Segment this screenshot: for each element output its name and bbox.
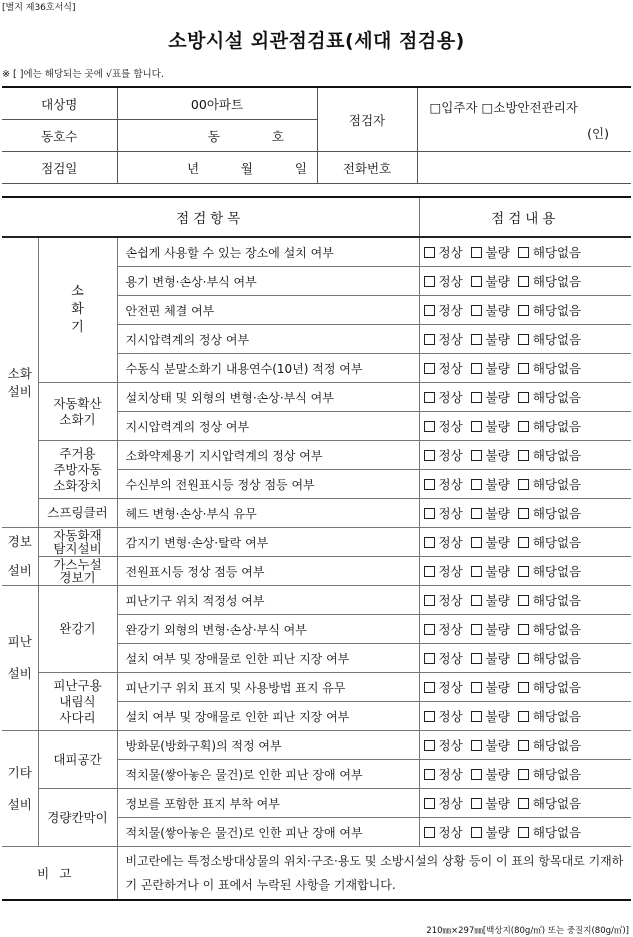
result-option[interactable] [424, 738, 463, 753]
result-option[interactable] [471, 390, 510, 405]
result-cell[interactable] [419, 354, 631, 383]
result-option[interactable] [471, 274, 510, 289]
check-item: 전원표시등 정상 점등 여부 [117, 557, 419, 586]
result-option-label: 해당없음 [532, 332, 582, 347]
checkbox-icon[interactable] [518, 363, 529, 374]
result-option[interactable] [518, 419, 581, 434]
result-option[interactable] [518, 651, 581, 666]
checkbox-icon[interactable] [471, 537, 482, 548]
result-cell[interactable] [419, 644, 631, 673]
checkbox-icon[interactable] [471, 334, 482, 345]
checkbox-icon[interactable] [424, 537, 435, 548]
result-option[interactable] [424, 245, 463, 260]
result-option[interactable] [424, 390, 463, 405]
check-item: 용기 변형·손상·부식 여부 [117, 267, 419, 296]
category-etc-line2: 설비 [7, 796, 32, 812]
result-option[interactable] [471, 622, 510, 637]
checkbox-icon[interactable] [518, 247, 529, 258]
result-option-label: 정상 [438, 680, 463, 695]
result-option[interactable] [518, 274, 581, 289]
result-option-label: 해당없음 [532, 767, 582, 782]
result-option[interactable] [471, 709, 510, 724]
result-option[interactable] [424, 709, 463, 724]
result-option[interactable] [471, 245, 510, 260]
result-option[interactable] [518, 332, 581, 347]
result-cell[interactable] [419, 267, 631, 296]
result-option[interactable] [471, 303, 510, 318]
result-cell[interactable] [419, 673, 631, 702]
result-option[interactable] [518, 390, 581, 405]
result-option[interactable] [518, 564, 581, 579]
result-option-label: 정상 [438, 332, 463, 347]
result-cell[interactable] [419, 528, 631, 557]
result-option[interactable] [471, 825, 510, 840]
checkbox-icon[interactable] [471, 247, 482, 258]
date-label: 점검일 [2, 152, 117, 184]
result-option[interactable] [424, 651, 463, 666]
phone-value[interactable] [417, 152, 631, 184]
result-option[interactable] [471, 564, 510, 579]
checklist-table [2, 196, 631, 901]
result-option[interactable] [471, 506, 510, 521]
result-cell[interactable] [419, 731, 631, 760]
check-item: 방화문(방화구획)의 적정 여부 [117, 731, 419, 760]
checkbox-icon[interactable] [471, 421, 482, 432]
check-item: 수신부의 전원표시등 정상 점등 여부 [117, 470, 419, 499]
result-option[interactable] [471, 361, 510, 376]
dong-label: 동 [207, 128, 220, 144]
name-label: 대상명 [2, 87, 117, 120]
result-cell[interactable] [419, 702, 631, 731]
inspector-roles[interactable] [417, 87, 631, 152]
check-item: 피난기구 위치 적정성 여부 [117, 586, 419, 615]
result-cell[interactable] [419, 470, 631, 499]
result-option-label: 정상 [438, 506, 463, 521]
check-item: 정보를 포함한 표지 부착 여부 [117, 789, 419, 818]
result-option-label: 해당없음 [532, 622, 582, 637]
checkbox-icon[interactable] [518, 421, 529, 432]
result-cell[interactable] [419, 789, 631, 818]
category-evacuation [2, 586, 38, 731]
checkbox-icon[interactable] [424, 827, 435, 838]
result-cell[interactable] [419, 586, 631, 615]
result-option[interactable] [518, 448, 581, 463]
result-cell[interactable] [419, 412, 631, 441]
result-option-label: 해당없음 [532, 477, 582, 492]
checkbox-icon[interactable] [471, 392, 482, 403]
result-option-label: 정상 [438, 448, 463, 463]
result-option-label: 해당없음 [532, 390, 582, 405]
result-option-label: 정상 [438, 419, 463, 434]
result-cell[interactable] [419, 557, 631, 586]
day-label: 일 [294, 160, 307, 176]
result-option-label: 불량 [485, 448, 510, 463]
checkbox-icon[interactable] [424, 450, 435, 461]
checkbox-icon[interactable] [424, 479, 435, 490]
result-cell[interactable] [419, 325, 631, 354]
result-option[interactable] [424, 303, 463, 318]
check-item: 설치 여부 및 장애물로 인한 피난 지장 여부 [117, 702, 419, 731]
inspector-role-options[interactable]: □입주자 □소방안전관리자 [429, 99, 578, 115]
result-option-label: 불량 [485, 825, 510, 840]
result-option[interactable] [518, 361, 581, 376]
result-option-label: 정상 [438, 477, 463, 492]
result-option[interactable] [424, 796, 463, 811]
check-item: 헤드 변형·손상·부식 유무 [117, 499, 419, 528]
checkbox-icon[interactable] [518, 595, 529, 606]
result-option-label: 정상 [438, 390, 463, 405]
result-option-label: 해당없음 [532, 303, 582, 318]
result-option-label: 해당없음 [532, 680, 582, 695]
checkbox-icon[interactable] [518, 769, 529, 780]
checkbox-icon[interactable] [424, 769, 435, 780]
checkbox-icon[interactable] [471, 769, 482, 780]
result-cell[interactable] [419, 296, 631, 325]
result-option-label: 정상 [438, 361, 463, 376]
sub-sprinkler: 스프링클러 [38, 499, 117, 528]
checkbox-icon[interactable] [518, 682, 529, 693]
checkbox-icon[interactable] [518, 827, 529, 838]
checkbox-icon[interactable] [471, 479, 482, 490]
result-option[interactable] [424, 593, 463, 608]
instruction-note: ※ [ ]에는 해당되는 곳에 √표를 합니다. [2, 69, 164, 80]
sub-auto-extinguisher: 자동확산 소화기 [38, 383, 117, 441]
result-option[interactable] [471, 419, 510, 434]
result-cell[interactable] [419, 237, 631, 267]
result-option[interactable] [424, 825, 463, 840]
remarks-label: 비고 [2, 847, 117, 901]
result-option-label: 정상 [438, 738, 463, 753]
unit-value[interactable] [117, 120, 317, 152]
paper-spec: 210㎜×297㎜[백상지(80g/㎡) 또는 중질지(80g/㎡)] [426, 926, 629, 936]
result-option[interactable] [424, 274, 463, 289]
result-option-label: 불량 [485, 564, 510, 579]
result-option[interactable] [518, 593, 581, 608]
sub-gas-leak-alarm: 가스누설 경보기 [38, 557, 117, 586]
result-option-label: 불량 [485, 274, 510, 289]
result-option[interactable] [424, 448, 463, 463]
check-item: 감지기 변형·손상·탈락 여부 [117, 528, 419, 557]
checkbox-icon[interactable] [518, 537, 529, 548]
result-option-label: 해당없음 [532, 419, 582, 434]
form-number: [별지 제36호서식] [2, 3, 76, 13]
phone-label: 전화번호 [317, 152, 417, 184]
check-item: 수동식 분말소화기 내용연수(10년) 적정 여부 [117, 354, 419, 383]
result-option[interactable] [471, 477, 510, 492]
category-evac-line1: 피난 [7, 634, 32, 649]
checkbox-icon[interactable] [518, 653, 529, 664]
sub-light-partition: 경량칸막이 [38, 789, 117, 847]
result-option[interactable] [518, 535, 581, 550]
result-option[interactable] [424, 506, 463, 521]
result-option-label: 불량 [485, 593, 510, 608]
result-option-label: 정상 [438, 535, 463, 550]
checkbox-icon[interactable] [424, 595, 435, 606]
checkbox-icon[interactable] [471, 798, 482, 809]
checkbox-icon[interactable] [518, 624, 529, 635]
checkbox-icon[interactable] [424, 711, 435, 722]
result-option[interactable] [518, 796, 581, 811]
checkbox-icon[interactable] [471, 508, 482, 519]
result-option-label: 해당없음 [532, 274, 582, 289]
result-option[interactable] [518, 506, 581, 521]
sub-fire-detection: 자동화재 탐지설비 [38, 528, 117, 557]
result-option[interactable] [518, 767, 581, 782]
inspector-label: 점검자 [317, 87, 417, 152]
result-option-label: 불량 [485, 767, 510, 782]
check-item: 완강기 외형의 변형·손상·부식 여부 [117, 615, 419, 644]
result-option-label: 정상 [438, 564, 463, 579]
unit-label: 동호수 [2, 120, 117, 152]
result-option-label: 해당없음 [532, 825, 582, 840]
result-option[interactable] [424, 419, 463, 434]
checkbox-icon[interactable] [424, 653, 435, 664]
checkbox-icon[interactable] [471, 595, 482, 606]
result-option-label: 불량 [485, 622, 510, 637]
checkbox-icon[interactable] [518, 740, 529, 751]
result-option-label: 불량 [485, 535, 510, 550]
result-cell[interactable] [419, 760, 631, 789]
checkbox-icon[interactable] [471, 276, 482, 287]
result-option-label: 불량 [485, 245, 510, 260]
result-option-label: 정상 [438, 709, 463, 724]
ho-label: 호 [271, 128, 284, 144]
remarks-text: 비고란에는 특정소방대상물의 위치·구조·용도 및 소방시설의 상황 등이 이 표의 항목대로 기재하기 곤란하거나 이 표에서 누락된 사항을 기재합니다. [117, 847, 631, 901]
result-option[interactable] [424, 767, 463, 782]
check-item: 설치 여부 및 장애물로 인한 피난 지장 여부 [117, 644, 419, 673]
checkbox-icon[interactable] [471, 740, 482, 751]
result-option[interactable] [518, 825, 581, 840]
info-table [2, 86, 631, 184]
result-option[interactable] [518, 303, 581, 318]
checkbox-icon[interactable] [471, 305, 482, 316]
result-option-label: 정상 [438, 593, 463, 608]
checkbox-icon[interactable] [518, 508, 529, 519]
category-fire-extinguishing: 소화 설비 [2, 237, 38, 528]
result-option[interactable] [518, 622, 581, 637]
result-option[interactable] [518, 245, 581, 260]
checkbox-icon[interactable] [424, 508, 435, 519]
category-alarm-1: 경보 [2, 528, 38, 557]
result-option-label: 정상 [438, 767, 463, 782]
checkbox-icon[interactable] [424, 421, 435, 432]
checkbox-icon[interactable] [424, 276, 435, 287]
result-option[interactable] [471, 651, 510, 666]
result-option-label: 불량 [485, 303, 510, 318]
result-option-label: 해당없음 [532, 796, 582, 811]
checkbox-icon[interactable] [471, 566, 482, 577]
checkbox-icon[interactable] [424, 334, 435, 345]
result-cell[interactable] [419, 383, 631, 412]
result-option[interactable] [471, 680, 510, 695]
sub-kitchen-suppression: 주거용 주방자동 소화장치 [38, 441, 117, 499]
result-option-label: 정상 [438, 274, 463, 289]
checkbox-icon[interactable] [424, 798, 435, 809]
checkbox-icon[interactable] [518, 305, 529, 316]
result-option-label: 불량 [485, 796, 510, 811]
sub-descender: 완강기 [38, 586, 117, 673]
result-option-label: 불량 [485, 738, 510, 753]
checkbox-icon[interactable] [518, 798, 529, 809]
check-item: 적치물(쌓아놓은 물건)로 인한 피난 장애 여부 [117, 818, 419, 847]
checkbox-icon[interactable] [424, 566, 435, 577]
result-option-label: 해당없음 [532, 564, 582, 579]
result-option[interactable] [424, 477, 463, 492]
items-header: 점검항목 [2, 197, 419, 237]
result-option[interactable] [471, 767, 510, 782]
result-option[interactable] [424, 622, 463, 637]
category-other [2, 731, 38, 847]
result-option-label: 불량 [485, 361, 510, 376]
checkbox-icon[interactable] [518, 479, 529, 490]
seal-text: (인) [587, 125, 609, 141]
result-option-label: 해당없음 [532, 361, 582, 376]
result-option-label: 해당없음 [532, 651, 582, 666]
checkbox-icon[interactable] [518, 566, 529, 577]
check-item: 안전핀 체결 여부 [117, 296, 419, 325]
name-value[interactable]: 00아파트 [117, 87, 317, 120]
sub-extinguisher: 소 화 기 [38, 237, 117, 383]
result-option-label: 정상 [438, 303, 463, 318]
check-item: 설치상태 및 외형의 변형·손상·부식 여부 [117, 383, 419, 412]
result-option[interactable] [518, 709, 581, 724]
checkbox-icon[interactable] [518, 450, 529, 461]
result-option[interactable] [424, 564, 463, 579]
sub-evac-ladder: 피난구용 내림식 사다리 [38, 673, 117, 731]
year-label: 년 [186, 160, 200, 176]
result-option-label: 정상 [438, 245, 463, 260]
checkbox-icon[interactable] [424, 305, 435, 316]
result-option[interactable] [518, 680, 581, 695]
result-option-label: 해당없음 [532, 738, 582, 753]
result-option[interactable] [471, 796, 510, 811]
checkbox-icon[interactable] [424, 624, 435, 635]
result-option[interactable] [518, 738, 581, 753]
checkbox-icon[interactable] [471, 624, 482, 635]
result-option[interactable] [518, 477, 581, 492]
result-option-label: 정상 [438, 796, 463, 811]
result-option[interactable] [424, 332, 463, 347]
result-option[interactable] [471, 448, 510, 463]
sub-refuge-space: 대피공간 [38, 731, 117, 789]
checkbox-icon[interactable] [471, 450, 482, 461]
results-header: 점검내용 [419, 197, 631, 237]
checkbox-icon[interactable] [518, 711, 529, 722]
result-option-label: 정상 [438, 651, 463, 666]
result-cell[interactable] [419, 441, 631, 470]
month-label: 월 [240, 160, 253, 176]
result-option-label: 해당없음 [532, 245, 582, 260]
result-cell[interactable] [419, 818, 631, 847]
checkbox-icon[interactable] [518, 334, 529, 345]
result-option-label: 불량 [485, 332, 510, 347]
checkbox-icon[interactable] [424, 363, 435, 374]
check-item: 소화약제용기 지시압력계의 정상 여부 [117, 441, 419, 470]
result-cell[interactable] [419, 615, 631, 644]
result-option[interactable] [424, 535, 463, 550]
result-option[interactable] [471, 738, 510, 753]
category-evac-line2: 설비 [7, 666, 32, 681]
result-option-label: 불량 [485, 419, 510, 434]
checkbox-icon[interactable] [471, 682, 482, 693]
checkbox-icon[interactable] [471, 363, 482, 374]
checkbox-icon[interactable] [471, 653, 482, 664]
checkbox-icon[interactable] [471, 827, 482, 838]
checkbox-icon[interactable] [518, 276, 529, 287]
result-option-label: 불량 [485, 477, 510, 492]
result-option[interactable] [471, 535, 510, 550]
check-item: 피난기구 위치 표지 및 사용방법 표지 유무 [117, 673, 419, 702]
result-option-label: 해당없음 [532, 448, 582, 463]
check-item: 지시압력계의 정상 여부 [117, 325, 419, 354]
category-alarm-2: 설비 [2, 557, 38, 586]
result-option-label: 불량 [485, 390, 510, 405]
category-etc-line1: 기타 [7, 764, 32, 780]
page-title: 소방시설 외관점검표(세대 점검용) [168, 30, 465, 52]
result-option[interactable] [471, 593, 510, 608]
result-option[interactable] [471, 332, 510, 347]
check-item: 적치물(쌓아놓은 물건)로 인한 피난 장애 여부 [117, 760, 419, 789]
result-option-label: 해당없음 [532, 709, 582, 724]
result-option-label: 해당없음 [532, 593, 582, 608]
checkbox-icon[interactable] [424, 740, 435, 751]
result-option-label: 정상 [438, 622, 463, 637]
result-option-label: 불량 [485, 651, 510, 666]
result-option-label: 정상 [438, 825, 463, 840]
result-option-label: 해당없음 [532, 506, 582, 521]
check-item: 손쉽게 사용할 수 있는 장소에 설치 여부 [117, 237, 419, 267]
result-option-label: 불량 [485, 709, 510, 724]
result-option[interactable] [424, 680, 463, 695]
checkbox-icon[interactable] [424, 247, 435, 258]
result-cell[interactable] [419, 499, 631, 528]
checkbox-icon[interactable] [518, 392, 529, 403]
checkbox-icon[interactable] [471, 711, 482, 722]
checkbox-icon[interactable] [424, 682, 435, 693]
check-item: 지시압력계의 정상 여부 [117, 412, 419, 441]
result-option[interactable] [424, 361, 463, 376]
result-option-label: 해당없음 [532, 535, 582, 550]
result-option-label: 불량 [485, 680, 510, 695]
result-option-label: 불량 [485, 506, 510, 521]
checkbox-icon[interactable] [424, 392, 435, 403]
date-value[interactable] [117, 152, 317, 184]
